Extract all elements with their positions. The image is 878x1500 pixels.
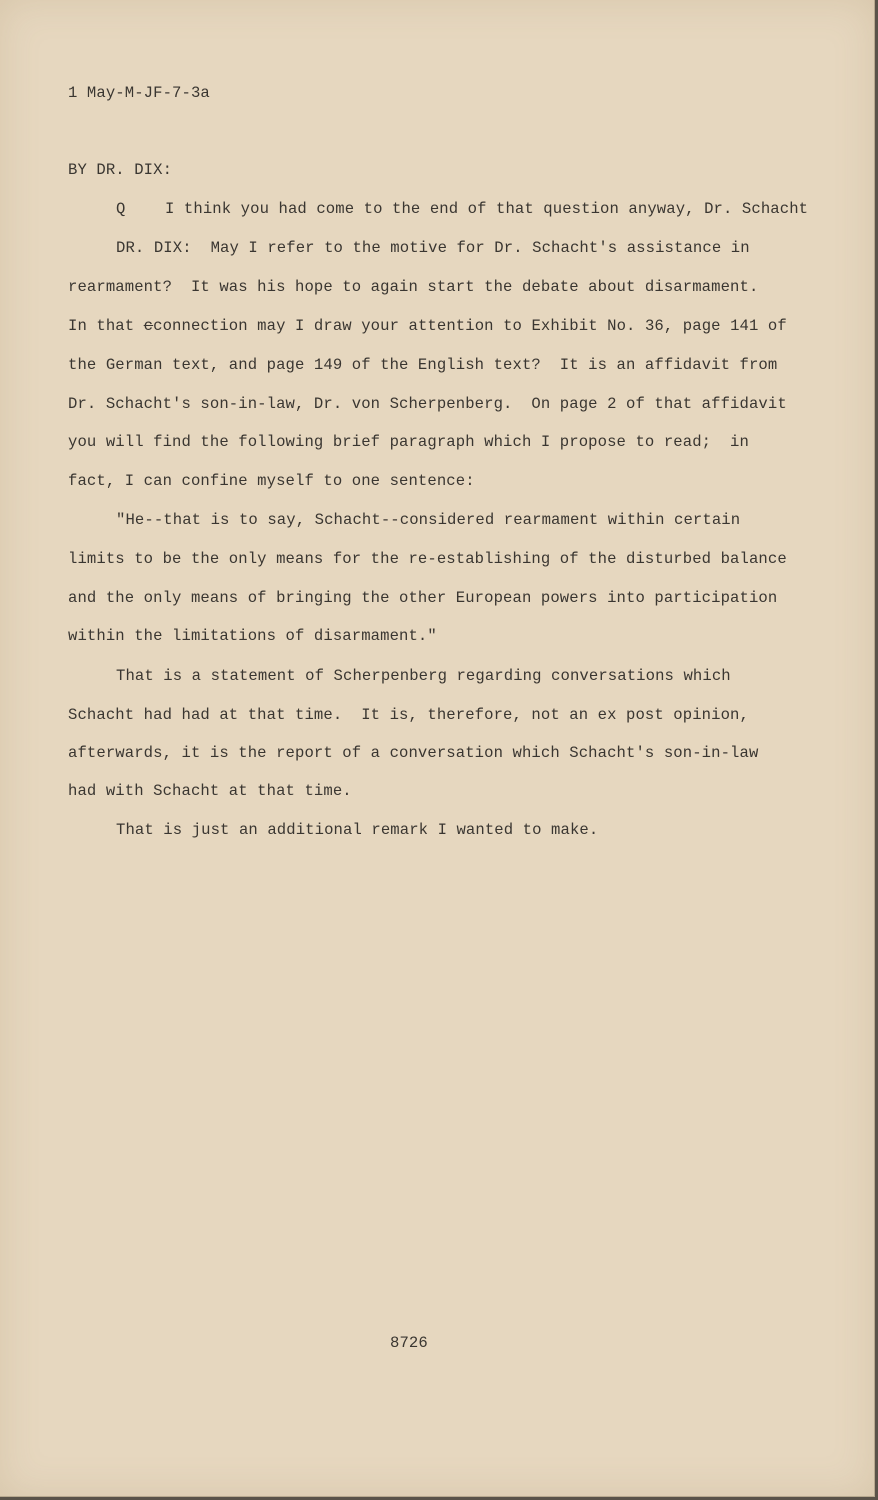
quote-line: within the limitations of disarmament." <box>68 627 437 645</box>
quote-line: limits to be the only means for the re-establishing of the disturbed balance <box>68 550 787 568</box>
paragraph-line: had with Schacht at that time. <box>68 782 352 800</box>
reference-code: 1 May-M-JF-7-3a <box>68 84 210 102</box>
speaker-heading: BY DR. DIX: <box>68 161 173 179</box>
paragraph-line: the German text, and page 149 of the English text? It is an affidavit from <box>68 356 778 374</box>
paragraph-line: rearmament? It was his hope to again start the debate about disarmament. <box>68 278 759 296</box>
paragraph-line: That is a statement of Scherpenberg regarding conversations which <box>116 667 731 685</box>
line-rest: connection may I draw your attention to Exhibit No. 36, page 141 of <box>153 317 787 335</box>
page-number: 8726 <box>390 1334 428 1352</box>
line-prefix: In that <box>68 317 144 335</box>
paragraph-line: you will find the following brief paragraph which I propose to read; in <box>68 433 749 451</box>
paragraph-line: fact, I can confine myself to one sentence: <box>68 472 475 490</box>
paragraph-line <box>68 316 787 336</box>
paragraph-line: Schacht had had at that time. It is, therefore, not an ex post opinion, <box>68 706 749 724</box>
paragraph-line: afterwards, it is the report of a conversation which Schacht's son-in-law <box>68 744 759 762</box>
quote-line: "He--that is to say, Schacht--considered rearmament within certain <box>116 511 741 529</box>
paragraph-line: That is just an additional remark I wanted to make. <box>116 821 599 839</box>
quote-line: and the only means of bringing the other European powers into participation <box>68 589 778 607</box>
struck-letter: c <box>143 317 154 335</box>
question-marker: Q <box>116 200 126 218</box>
paragraph-line: Dr. Schacht's son-in-law, Dr. von Scherpenberg. On page 2 of that affidavit <box>68 395 787 413</box>
question-text: I think you had come to the end of that question anyway, Dr. Schacht <box>165 200 809 218</box>
paragraph-line: DR. DIX: May I refer to the motive for Dr. Schacht's assistance in <box>116 239 750 257</box>
